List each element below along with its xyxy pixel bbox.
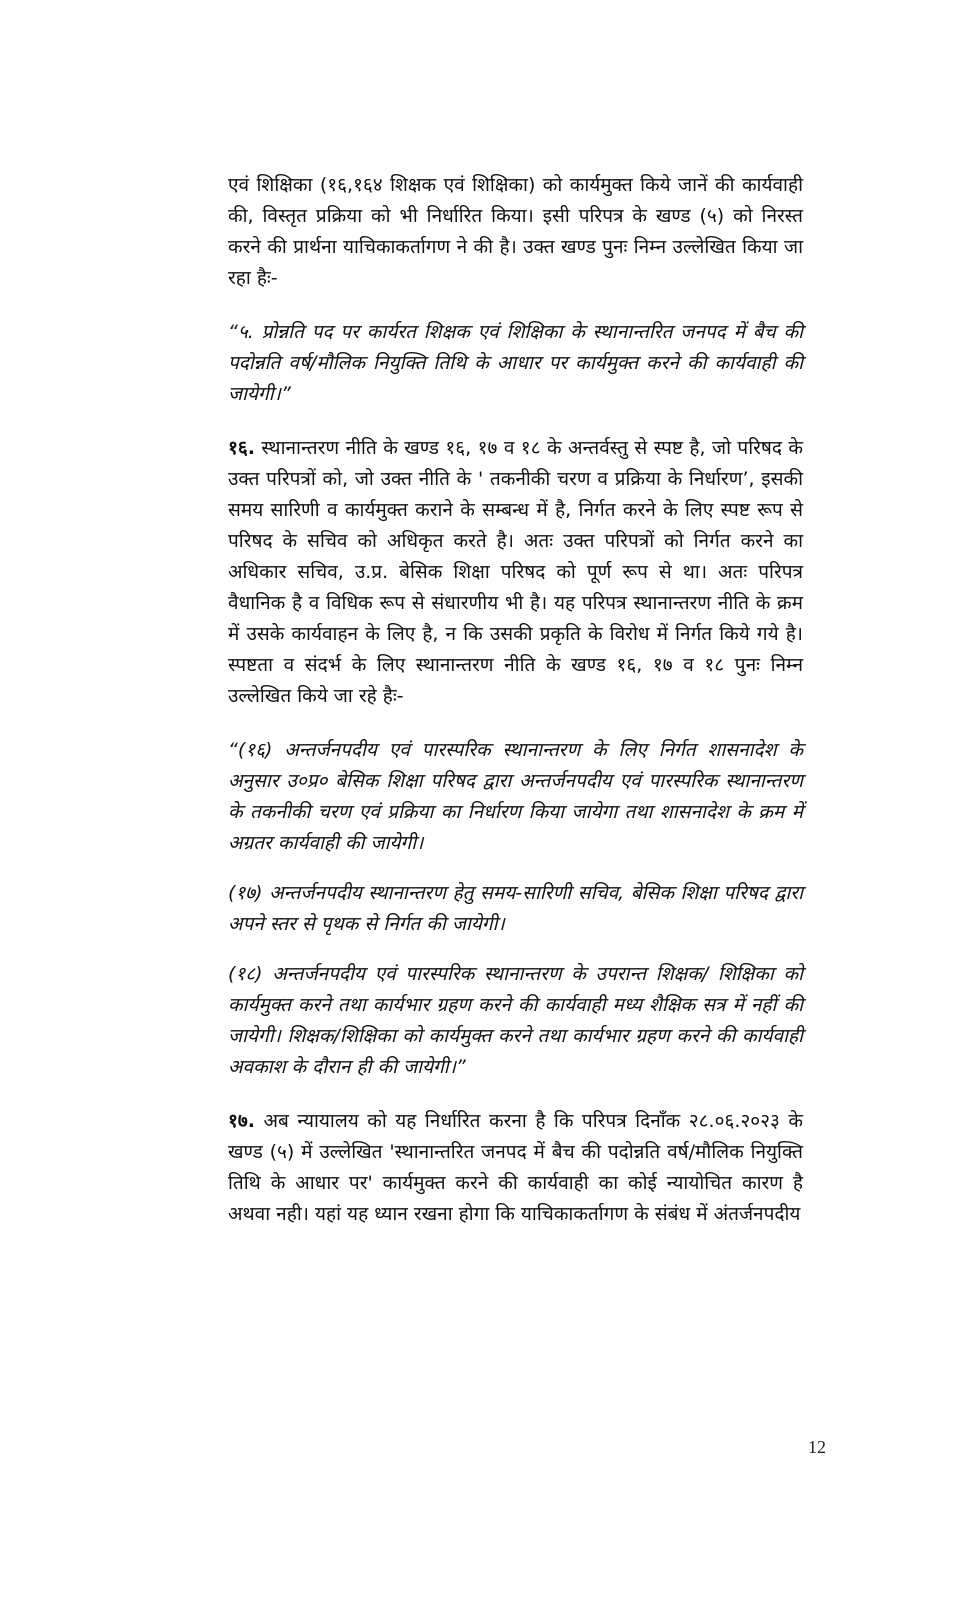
- quoted-clause-18: (१८) अन्तर्जनपदीय एवं पारस्परिक स्थानान्तरण के उपरान्त शिक्षक/ शिक्षिका को कार्यमुक्त करने तथा कार्यभार ग्रहण करने की कार्यवाही मध्य शैक्षिक सत्र में नहीं की जायेगी। शिक्षक/शिक्षिका को कार्यमुक्त करने तथा कार्यभार ग्रहण करने की कार्यवाही अवकाश के दौरान ही की जायेगी।”: [228, 963, 803, 1078]
- spacer: [228, 1083, 803, 1106]
- spacer: [228, 410, 803, 433]
- paragraph-text: अब न्यायालय को यह निर्धारित करना है कि परिपत्र दिनाँक २८.०६.२०२३ के खण्ड (५) में उल्लेखित 'स्थानान्तरित जनपद में बैच की पदोन्नति वर्ष/मौलिक नियुक्ति तिथि के आधार पर' कार्यमुक्त करने की कार्यवाही का कोई न्यायोचित कारण है अथवा नही। यहां यह ध्यान रखना होगा कि याचिकाकर्तागण के संबंध में अंतर्जनपदीय: [228, 1110, 803, 1225]
- paragraph-number: १७.: [228, 1110, 255, 1132]
- page-content: [228, 170, 803, 1230]
- paragraph-16: [228, 433, 803, 712]
- page-number: 12: [808, 1437, 826, 1457]
- spacer: [228, 940, 803, 959]
- paragraph-continuation: एवं शिक्षिका (१६,१६४ शिक्षक एवं शिक्षिका) को कार्यमुक्त किये जानें की कार्यवाही की, विस्तृत प्रक्रिया को भी निर्धारित किया। इसी परिपत्र के खण्ड (५) को निरस्त करने की प्रार्थना याचिकाकर्तागण ने की है। उक्त खण्ड पुनः निम्न उल्लेखित किया जा रहा हैः-: [228, 174, 803, 289]
- quoted-clause-5: “५. प्रोन्नति पद पर कार्यरत शिक्षक एवं शिक्षिका के स्थानान्तरित जनपद में बैच की पदोन्नति वर्ष/मौलिक नियुक्ति तिथि के आधार पर कार्यमुक्त करने की कार्यवाही की जायेगी।”: [228, 321, 803, 405]
- spacer: [228, 294, 803, 317]
- paragraph-number: १६.: [228, 437, 255, 459]
- quoted-clause-17: (१७) अन्तर्जनपदीय स्थानान्तरण हेतु समय-सारिणी सचिव, बेसिक शिक्षा परिषद द्वारा अपने स्तर से पृथक से निर्गत की जायेगी।: [228, 882, 803, 935]
- spacer: [228, 712, 803, 735]
- spacer: [228, 859, 803, 878]
- paragraph-text: स्थानान्तरण नीति के खण्ड १६, १७ व १८ के अन्तर्वस्तु से स्पष्ट है, जो परिषद के उक्त परिपत्रों को, जो उक्त नीति के ' तकनीकी चरण व प्रक्रिया के निर्धारण’, इसकी समय सारिणी व कार्यमुक्त कराने के सम्बन्ध में है, निर्गत करने के लिए स्पष्ट रूप से परिषद के सचिव को अधिकृत करते है। अतः उक्त परिपत्रों को निर्गत करने का अधिकार सचिव, उ.प्र. बेसिक शिक्षा परिषद को पूर्ण रूप से था। अतः परिपत्र वैधानिक है व विधिक रूप से संधारणीय भी है। यह परिपत्र स्थानान्तरण नीति के क्रम में उसके कार्यवाहन के लिए है, न कि उसकी प्रकृति के विरोध में निर्गत किये गये है। स्पष्टता व संदर्भ के लिए स्थानान्तरण नीति के खण्ड १६, १७ व १८ पुनः निम्न उल्लेखित किये जा रहे हैः-: [228, 437, 803, 707]
- quoted-clause-16: “(१६) अन्तर्जनपदीय एवं पारस्परिक स्थानान्तरण के लिए निर्गत शासनादेश के अनुसार उ०प्र० बेसिक शिक्षा परिषद द्वारा अन्तर्जनपदीय एवं पारस्परिक स्थानान्तरण के तकनीकी चरण एवं प्रक्रिया का निर्धारण किया जायेगा तथा शासनादेश के क्रम में अग्रतर कार्यवाही की जायेगी।: [228, 739, 803, 854]
- paragraph-17: [228, 1106, 803, 1230]
